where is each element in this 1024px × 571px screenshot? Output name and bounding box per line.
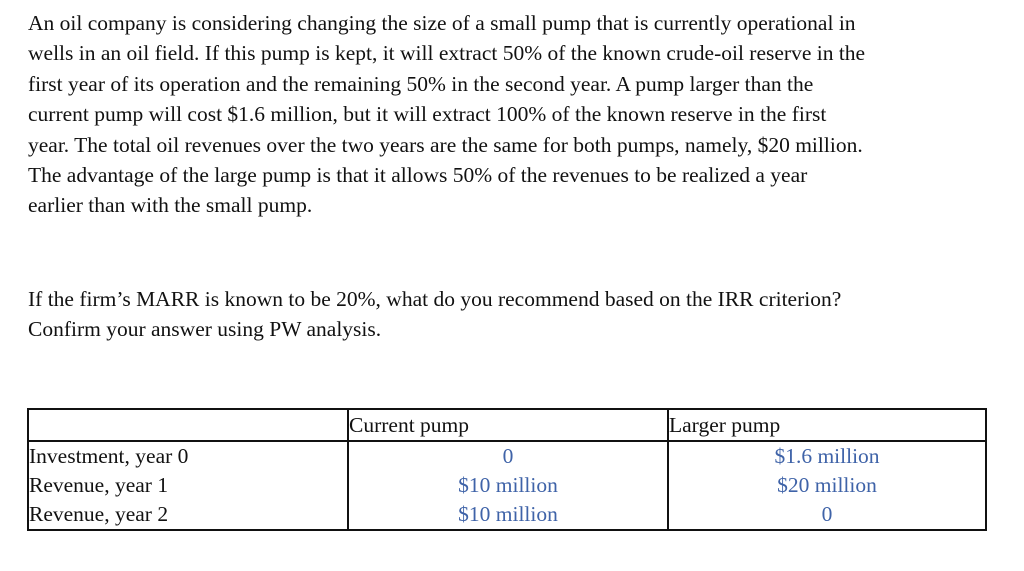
question-line: Confirm your answer using PW analysis. — [28, 317, 382, 342]
table-header-row — [28, 409, 986, 441]
row-label: Investment, year 0 — [28, 441, 348, 471]
pump-comparison-table — [27, 408, 987, 531]
table-row — [28, 471, 986, 500]
paragraph-1-line: year. The total oil revenues over the two years are the same for both pumps, namely, $20 million. — [28, 132, 863, 157]
paragraph-1-line: The advantage of the large pump is that it allows 50% of the revenues to be realized a year — [28, 163, 808, 188]
current-pump-value: $10 million — [348, 471, 668, 500]
larger-pump-value: $1.6 million — [668, 441, 986, 471]
paragraph-1-line: An oil company is considering changing the size of a small pump that is currently operational in — [28, 11, 856, 35]
header-current-pump: Current pump — [348, 409, 668, 441]
problem-paragraph-1 — [28, 8, 865, 221]
paragraph-1-line: current pump will cost $1.6 million, but it will extract 100% of the known reserve in the first — [28, 102, 827, 127]
question-line: If the firm’s MARR is known to be 20%, what do you recommend based on the IRR criterion? — [28, 287, 842, 311]
paragraph-1-line: wells in an oil field. If this pump is kept, it will extract 50% of the known crude-oil reserve in the — [28, 41, 866, 66]
current-pump-value: $10 million — [348, 500, 668, 530]
larger-pump-value: $20 million — [668, 471, 986, 500]
table-row — [28, 441, 986, 471]
header-larger-pump: Larger pump — [668, 409, 986, 441]
current-pump-value: 0 — [348, 441, 668, 471]
header-empty-cell — [28, 409, 348, 441]
paragraph-1-line: earlier than with the small pump. — [28, 193, 313, 218]
row-label: Revenue, year 1 — [28, 471, 348, 500]
paragraph-1-line: first year of its operation and the remaining 50% in the second year. A pump larger than the — [28, 71, 814, 96]
larger-pump-value: 0 — [668, 500, 986, 530]
row-label: Revenue, year 2 — [28, 500, 348, 530]
table-row — [28, 500, 986, 530]
question-paragraph — [28, 284, 841, 345]
